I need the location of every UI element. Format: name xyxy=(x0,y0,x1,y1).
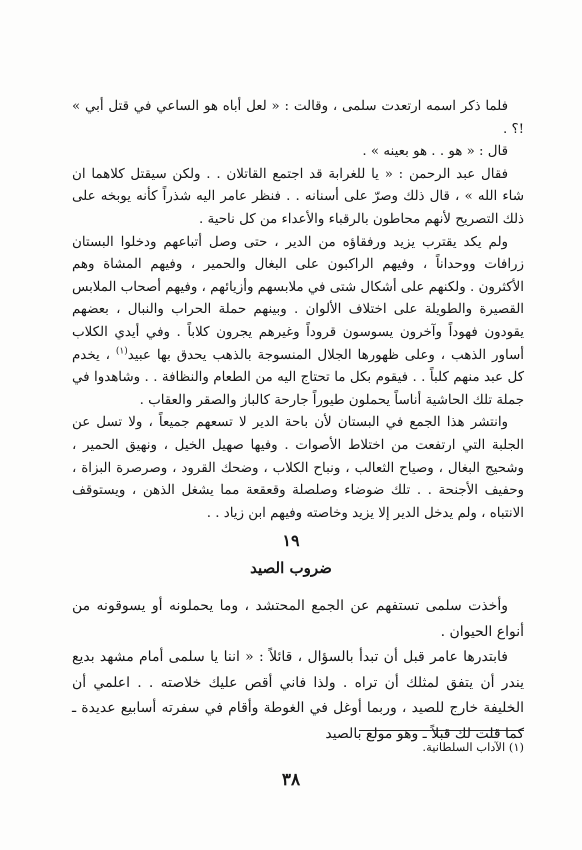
section-1-text xyxy=(72,96,524,525)
paragraph: فلما ذكر اسمه ارتعدت سلمى ، وقالت : « لعل أباه هو الساعي في قتل أبي » !؟ . xyxy=(72,99,524,137)
paragraph: فقال عبد الرحمن : « يا للغرابة قد اجتمع القاتلان . . ولكن سيقتل كلاهما ان شاء الله » ، قال ذلك وصرّ على أسنانه . . فنظر عامر اليه شذراً كأنه يوبخه على ذلك التصريح لأنهم محاطون بالرقباء والأعداء من كل ناحية . xyxy=(72,166,524,227)
footnote: (١) الآداب السلطانية. xyxy=(422,740,524,754)
paragraph-text: ، يخدم كل عبد منهم كلباً . . فيقوم بكل ما تحتاج اليه من الطعام والنظافة . . وشاهدوا في جملة تلك الحاشية أناساً يحملون طيوراً جارحة كالباز والصقر والعقاب . xyxy=(72,347,524,408)
section-2-text xyxy=(72,594,524,747)
page-number: ٣٨ xyxy=(281,770,301,790)
chapter-title: ضروب الصيد xyxy=(250,559,332,577)
paragraph xyxy=(72,232,524,413)
paragraph: وأخذت سلمى تستفهم عن الجمع المحتشد ، وما يحملونه أو يسوقونه من أنواع الحيوان . xyxy=(72,598,524,640)
footnote-divider xyxy=(359,730,524,731)
paragraph-text: ولم يكد يقترب يزيد ورفقاؤه من الدير ، حتى وصل أتباعهم ودخلوا البستان زرافات ووحداناً ، وفيهم الراكبون على البغال والحمير ، وفيهم المشاة وهم الأكثرون . ولكنهم على أشكال شتى في ملابسهم وأزيائهم ، وفيهم أصحاب الملابس القصيرة والطويلة على اختلاف الألوان . وبينهم حملة الحراب والنبال ، بعضهم يقودون فهوداً وآخرون يسوسون قروداً وغيرهم يجرون كلاباً . وفي أيدي الكلاب أساور الذهب ، وعلى ظهورها الجلال المنسوجة بالذهب يحدق بها عبيد xyxy=(72,234,524,363)
footnote-reference: (١) xyxy=(115,346,128,357)
chapter-number: ١٩ xyxy=(282,531,300,550)
paragraph: فابتدرها عامر قبل أن تبدأ بالسؤال ، قائلاً : « اننا يا سلمى أمام مشهد بديع يندر أن يتفق لمثلك أن تراه . ولذا فاني أقص عليك خلاصته . . اعلمي أن الخليفة خارج للصيد ، وربما أوغل في الغوطة وأقام في سفرته أسابيع عديدة ـ كما قلت لك قبلاً ـ وهو مولع بالصيد xyxy=(72,649,524,742)
paragraph: قال : « هو . . هو بعينه » . xyxy=(362,144,508,160)
paragraph: وانتشر هذا الجمع في البستان لأن باحة الدير لا تسعهم جميعاً ، ولا تسل عن الجلبة التي ارتفعت من اختلاط الأصوات . وفيها صهيل الخيل ، ونهيق الحمير ، وشحيج البغال ، وصياح الثعالب ، ونباح الكلاب ، وضحك القرود ، وصرصرة البزاة ، وحفيف الأجنحة . . تلك ضوضاء وصلصلة وقعقعة مما يشغل الذهن ، ويستوقف الانتباه ، ولم يدخل الدير إلا يزيد وخاصته وفيهم ابن زياد . . xyxy=(72,415,524,521)
